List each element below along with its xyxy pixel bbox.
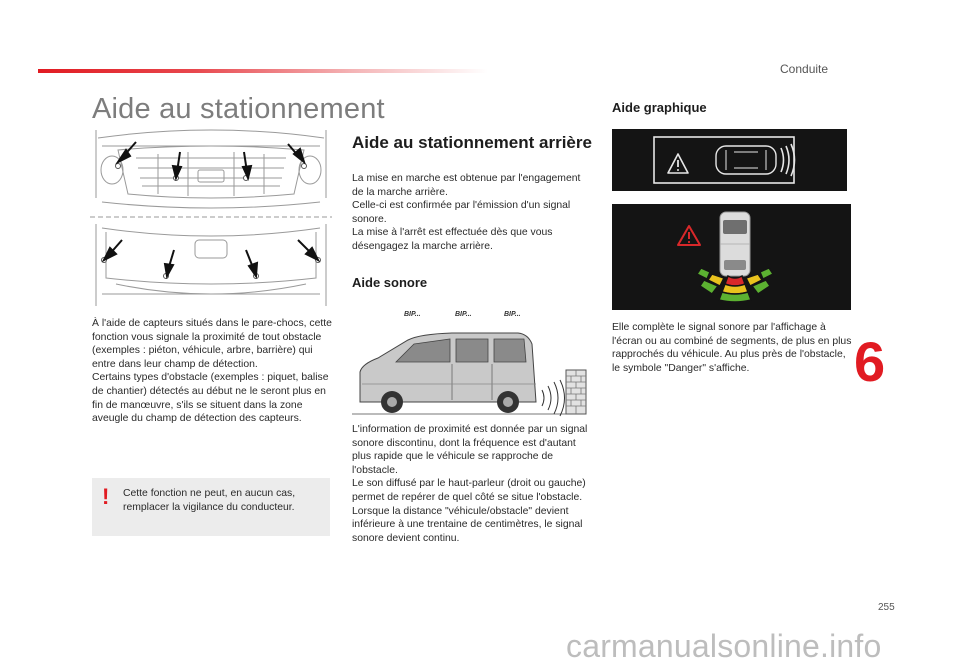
touchscreen-parking-graphic bbox=[612, 204, 851, 310]
dashboard-parking-graphic bbox=[612, 129, 847, 191]
page-title: Aide au stationnement bbox=[92, 93, 385, 125]
warning-text: Cette fonction ne peut, en aucun cas, remplacer la vigilance du conducteur. bbox=[123, 488, 296, 513]
section-label: Conduite bbox=[780, 62, 829, 76]
footer-watermark: carmanualsonline.info bbox=[566, 628, 882, 664]
bumper-sensors-illustration bbox=[88, 128, 334, 308]
page-number: 255 bbox=[878, 602, 895, 613]
sound-aid-heading: Aide sonore bbox=[352, 275, 428, 290]
touchscreen-display-screen bbox=[612, 204, 851, 310]
rear-parking-intro: La mise en marche est obtenue par l'engagement de la marche arrière. Celle-ci est confirmée par l'émission d'un signal sonore. La mise à l'arrêt est effectuée dès que vous désengagez la marche arrière. bbox=[352, 173, 581, 252]
sensor-description: À l'aide de capteurs situés dans le pare-chocs, cette fonction vous signale la proximité de tout obstacle (exemples : piéton, véhicule, arbre, barrière) qui entre dans leur champ de détection. Certains types d'obstacle (exemples : piquet, balise de chantier) détectés au début ne le seront plus en fin de manœuvre, s'ils se situent dans la zone aveugle du champ de détection des capteurs. bbox=[92, 318, 332, 425]
beep-label: BIP... bbox=[404, 311, 421, 318]
rear-parking-heading: Aide au stationnement arrière bbox=[352, 133, 592, 152]
dashboard-display-screen bbox=[612, 129, 847, 191]
sound-aid-text: L'information de proximité est donnée par un signal sonore discontinu, dont la fréquence est d'autant plus rapide que le véhicule se rapproche de l'obstacle. Le son diffusé par le haut-parleur (droit ou gauche) permet de repérer de quel côté se situe l'obstacle. Lorsque la distance "véhicule/obstacle" devient inférieure à une trentaine de centimètres, le signal sonore devient continu. bbox=[352, 424, 588, 544]
beep-label: BIP... bbox=[455, 311, 472, 318]
graphic-aid-heading: Aide graphique bbox=[612, 100, 707, 115]
warning-box bbox=[92, 478, 330, 536]
graphic-aid-text: Elle complète le signal sonore par l'affichage à l'écran ou au combiné de segments, de plus en plus rapprochés du véhicule. Au plus près de l'obstacle, le symbole "Danger" s'affiche. bbox=[612, 322, 852, 374]
warning-icon: ! bbox=[102, 484, 110, 509]
chapter-number: 6 bbox=[854, 330, 886, 393]
beep-label: BIP... bbox=[504, 311, 521, 318]
reversing-van-illustration bbox=[352, 320, 592, 420]
section-accent-bar bbox=[38, 69, 488, 73]
